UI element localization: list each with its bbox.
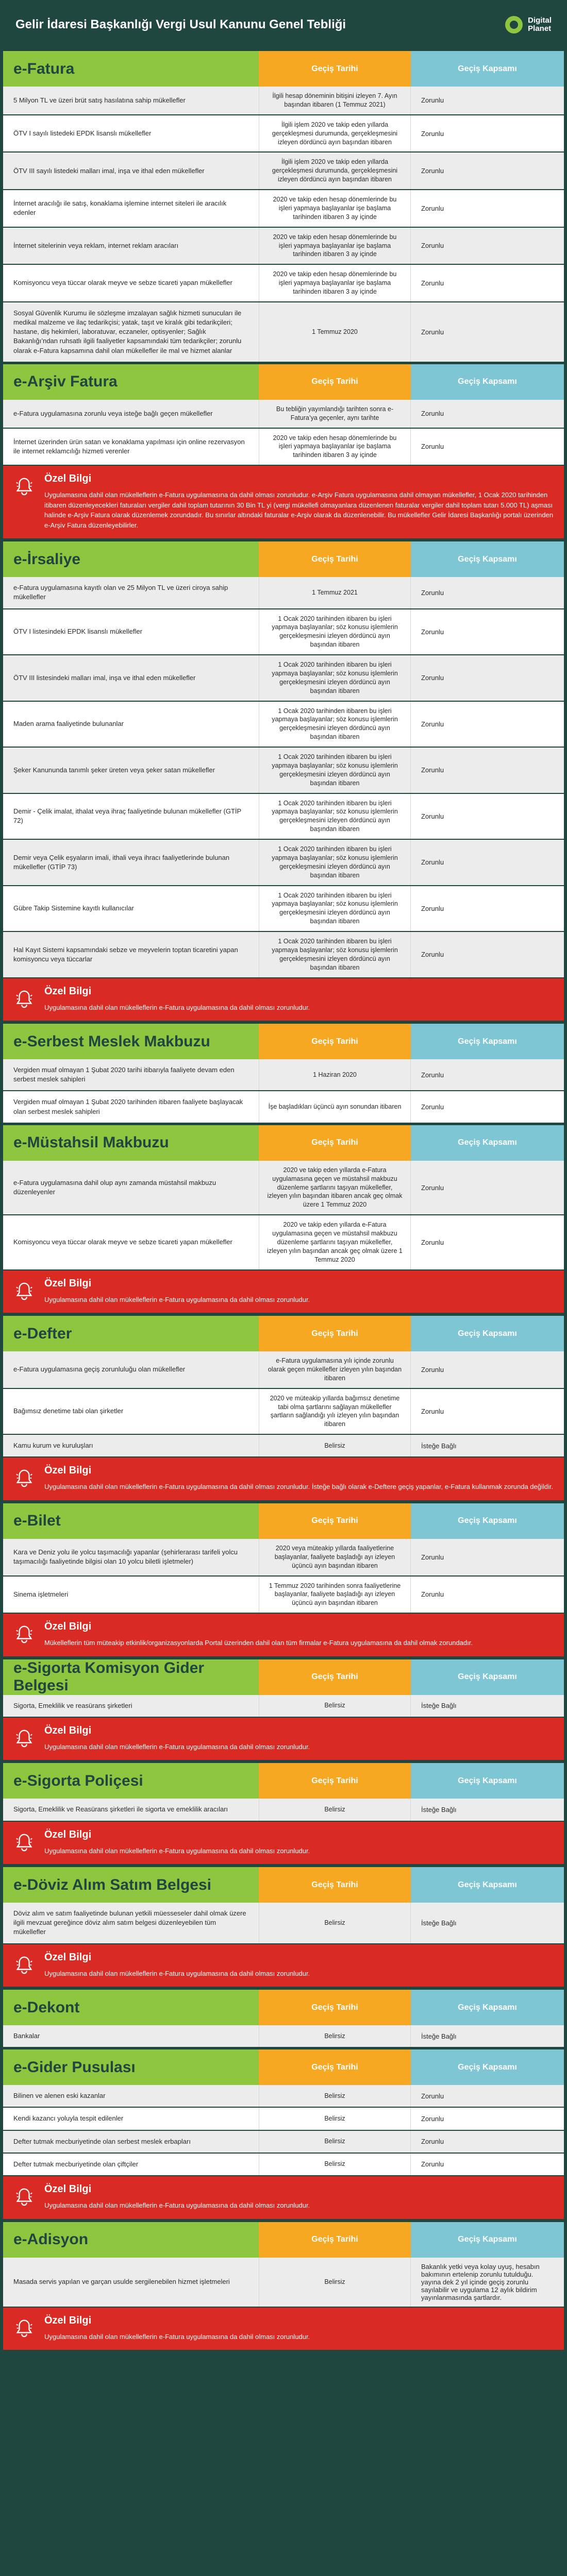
bell-icon [14, 2187, 34, 2207]
section-table [3, 1059, 564, 1124]
scope-cell: Zorunlu [421, 167, 444, 175]
date-cell: Belirsiz [259, 2025, 411, 2047]
date-cell: Belirsiz [259, 2085, 411, 2107]
date-cell: 2020 ve takip eden hesap dönemlerinde bu işleri yapmaya başlayanlar işe başlama tarihinden itibaren 3 ay içinde [259, 265, 411, 301]
note-title: Özel Bilgi [44, 2183, 92, 2195]
section-title: e-Defter [3, 1316, 259, 1351]
description-cell: İnternet üzerinden ürün satan ve konaklama yapılması için online rezervasyon ile internet reklamcılığı hizmeti verenler [13, 437, 245, 455]
table-row [3, 190, 564, 228]
scope-cell: İsteğe Bağlı [421, 1805, 457, 1814]
date-cell: 1 Ocak 2020 tarihinden itibaren bu işleri yapmaya başlayanlar; söz konusu işlemlerin gerçekleşmesini izleyen dördüncü ayın başından itibaren [259, 886, 411, 931]
scope-cell: Zorunlu [421, 1365, 444, 1374]
section-title: e-Arşiv Fatura [3, 364, 259, 400]
note-body: Mükelleflerin tüm müteakip etkinlik/organizasyonlarda Portal üzerinden dahil olan tüm firmalar e-Fatura uygulamasına da dahil olmak zorundadır. [44, 1639, 473, 1647]
description-cell: Şeker Kanununda tanımlı şeker üreten veya şeker satan mükellefler [13, 766, 215, 774]
date-column-header: Geçiş Tarihi [259, 1659, 411, 1695]
table-row [3, 115, 564, 153]
section-table [3, 2258, 564, 2308]
table-row [3, 1059, 564, 1091]
table-row [3, 1091, 564, 1123]
note-title: Özel Bilgi [44, 985, 92, 997]
table-row [3, 840, 564, 886]
scope-cell: Bakanlık yetki veya kolay uyuş, hesabın bakımının ertelenip zorunlu tutulduğu. yayına dek 2 yıl içinde geçiş zorunlu sayılabilir ve uygulama 12 aylık bildirim yayınlanmasında şartlardır. [421, 2262, 540, 2301]
date-cell: İlgili işlem 2020 ve takip eden yıllarda gerçekleşmesi durumunda, gerçekleşmesini izleyen dördüncü ayın başından itibaren [259, 115, 411, 152]
logo [505, 16, 552, 33]
scope-column-header: Geçiş Kapsamı [411, 1503, 564, 1539]
description-cell: Vergiden muaf olmayan 1 Şubat 2020 tarihinden itibaren faaliyete başlayacak olan serbest meslek sahipleri [13, 1098, 243, 1115]
note-body: Uygulamasına dahil olan mükelleflerin e-Fatura uygulamasına da dahil olması zorunludur. [44, 1846, 310, 1855]
section-header [3, 1124, 564, 1161]
table-row [3, 2085, 564, 2108]
description-cell: Bankalar [13, 2032, 40, 2040]
scope-column-header: Geçiş Kapsamı [411, 1867, 564, 1903]
section-title: e-Bilet [3, 1503, 259, 1539]
table-row [3, 2154, 564, 2176]
table-row [3, 1799, 564, 1821]
scope-cell: Zorunlu [421, 812, 444, 820]
scope-cell: Zorunlu [421, 1071, 444, 1079]
scope-column-header: Geçiş Kapsamı [411, 1316, 564, 1351]
bell-icon [14, 1832, 34, 1853]
section-title: e-İrsaliye [3, 541, 259, 577]
description-cell: e-Fatura uygulamasına geçiş zorunluluğu olan mükellefler [13, 1365, 186, 1374]
scope-column-header: Geçiş Kapsamı [411, 2049, 564, 2085]
scope-cell: Zorunlu [421, 588, 444, 597]
scope-cell: Zorunlu [421, 129, 444, 138]
scope-cell: Zorunlu [421, 1407, 444, 1415]
scope-cell: Zorunlu [421, 2138, 444, 2146]
note-body: Uygulamasına dahil olan mükelleflerin e-Fatura uygulamasına da dahil olması zorunludur. [44, 1742, 310, 1751]
description-cell: Kendi kazancı yoluyla tespit edilenler [13, 2114, 124, 2123]
description-cell: İnternet sitelerinin veya reklam, internet reklam aracıları [13, 241, 179, 249]
bell-icon [14, 1955, 34, 1975]
section-table [3, 1799, 564, 1821]
note-title: Özel Bilgi [44, 2314, 92, 2326]
scope-cell: Zorunlu [421, 443, 444, 451]
section-table [3, 2025, 564, 2048]
description-cell: Bilinen ve alenen eski kazanlar [13, 2092, 106, 2100]
date-cell: Belirsiz [259, 1799, 411, 1820]
scope-column-header: Geçiş Kapsamı [411, 541, 564, 577]
table-row [3, 1389, 564, 1435]
table-row [3, 748, 564, 794]
scope-cell: Zorunlu [421, 904, 444, 912]
scope-cell: İsteğe Bağlı [421, 1702, 457, 1710]
scope-cell: Zorunlu [421, 1590, 444, 1599]
note-title: Özel Bilgi [44, 1828, 92, 1840]
bell-icon [14, 1281, 34, 1301]
date-cell: 2020 ve takip eden yıllarda e-Fatura uygulamasına geçen ve müstahsil makbuzu düzenleme şartlarını taşıyan mükellefler, izleyen yılın başından ancak geç olmak üzere 1 Temmuz 2020 [259, 1215, 411, 1269]
section-table [3, 2085, 564, 2176]
description-cell: 5 Milyon TL ve üzeri brüt satış hasılatına sahip mükellefler [13, 96, 186, 104]
date-cell: İşe başladıkları üçüncü ayın sonundan itibaren [259, 1091, 411, 1122]
scope-column-header: Geçiş Kapsamı [411, 1990, 564, 2025]
note-title: Özel Bilgi [44, 1951, 92, 1963]
date-column-header: Geçiş Tarihi [259, 2222, 411, 2258]
scope-cell: Zorunlu [421, 279, 444, 287]
section-title: e-Adisyon [3, 2222, 259, 2258]
scope-column-header: Geçiş Kapsamı [411, 2222, 564, 2258]
description-cell: Hal Kayıt Sistemi kapsamındaki sebze ve meyvelerin toptan ticaretini yapan komisyoncu veya tüccarlar [13, 945, 238, 963]
date-cell: 1 Temmuz 2020 tarihinden sonra faaliyetlerine başlayanlar, faaliyete başladığı ayı izleyen üçüncü ayın başından itibaren [259, 1577, 411, 1613]
note-body: Uygulamasına dahil olan mükelleflerin e-Fatura uygulamasına da dahil olması zorunludur. [44, 2201, 310, 2209]
scope-column-header: Geçiş Kapsamı [411, 364, 564, 400]
description-cell: ÖTV III listesindeki malları imal, inşa ve ithal eden mükellefler [13, 673, 196, 682]
description-cell: İnternet aracılığı ile satış, konaklama işlemine internet siteleri ile aracılık edenler [13, 199, 227, 217]
date-cell: 1 Ocak 2020 tarihinden itibaren bu işleri yapmaya başlayanlar; söz konusu işlemlerin gerçekleşmesini izleyen dördüncü ayın başından itibaren [259, 794, 411, 839]
description-cell: Sosyal Güvenlik Kurumu ile sözleşme imzalayan sağlık hizmeti sunucuları ile medikal malzeme ve ilaç tedarikçisi; yatak, taşıt ve kiralık gibi tedarikçileri; hastane, diş hekimleri, laboratuvar, eczaneler, optisyenler; Sağlık Bakanlığı’ndan ruhsatlı ilgili faaliyetler kapsamındaki tüm tedarikçiler; zorunlu olarak e-Fatura kapsamına dahil olan mükellefler ile mal ve hizmet alanlar [13, 309, 242, 354]
section-header [3, 1314, 564, 1351]
section-title: e-Fatura [3, 51, 259, 87]
section-table [3, 87, 564, 363]
description-cell: ÖTV I sayılı listedeki EPDK lisanslı mükellefler [13, 129, 152, 137]
scope-cell: Zorunlu [421, 1238, 444, 1246]
section-table [3, 577, 564, 978]
section-table [3, 1695, 564, 1718]
section-title: e-Sigorta Poliçesi [3, 1763, 259, 1799]
description-cell: Defter tutmak mecburiyetinde olan çiftçiler [13, 2160, 139, 2168]
table-row [3, 400, 564, 429]
table-row [3, 2025, 564, 2048]
date-column-header: Geçiş Tarihi [259, 1125, 411, 1161]
scope-cell: Zorunlu [421, 766, 444, 774]
description-cell: Vergiden muaf olmayan 1 Şubat 2020 tarihi itibarıyla faaliyete devam eden serbest meslek sahipleri [13, 1066, 235, 1083]
date-cell: Bu tebliğin yayımlandığı tarihten sonra e-Fatura’ya geçenler, aynı tarihte [259, 400, 411, 428]
table-row [3, 152, 564, 190]
table-row [3, 1577, 564, 1614]
table-row [3, 228, 564, 265]
section-table [3, 400, 564, 466]
description-cell: ÖTV I listesindeki EPDK lisanslı mükellefler [13, 628, 142, 636]
special-info-note [3, 466, 564, 540]
table-row [3, 655, 564, 702]
table-row [3, 2131, 564, 2154]
scope-cell: Zorunlu [421, 951, 444, 959]
date-cell: 1 Temmuz 2020 [259, 302, 411, 362]
scope-cell: İsteğe Bağlı [421, 2032, 457, 2040]
bell-icon [14, 476, 34, 497]
description-cell: Döviz alım ve satım faaliyetinde bulunan yetkili müesseseler dahil olmak üzere ilgili mevzuat gereğince döviz alım satım belgesi düzenleyebilen tüm mükellefler [13, 1909, 246, 1936]
scope-cell: İsteğe Bağlı [421, 1442, 457, 1450]
date-cell: İlgili hesap döneminin bitişini izleyen 7. Ayın başından itibaren (1 Temmuz 2021) [259, 87, 411, 114]
special-info-note [3, 2176, 564, 2221]
section-header [3, 49, 564, 87]
note-title: Özel Bilgi [44, 1465, 92, 1477]
table-row [3, 429, 564, 466]
description-cell: Demir - Çelik imalat, ithalat veya ihraç faaliyetinde bulunan mükellefler (GTİP 72) [13, 807, 241, 825]
table-row [3, 702, 564, 748]
date-cell: 1 Ocak 2020 tarihinden itibaren bu işleri yapmaya başlayanlar; söz konusu işlemlerin gerçekleşmesini izleyen dördüncü ayın başından itibaren [259, 932, 411, 977]
table-row [3, 1539, 564, 1577]
table-row [3, 794, 564, 840]
scope-cell: Zorunlu [421, 628, 444, 636]
date-cell: 1 Ocak 2020 tarihinden itibaren bu işleri yapmaya başlayanlar; söz konusu işlemlerin gerçekleşmesini izleyen dördüncü ayın başından itibaren [259, 609, 411, 655]
content [3, 49, 564, 2351]
section-header [3, 1761, 564, 1799]
special-info-note [3, 1822, 564, 1866]
date-column-header: Geçiş Tarihi [259, 541, 411, 577]
description-cell: Gübre Takip Sistemine kayıtlı kullanıcılar [13, 904, 134, 912]
scope-cell: Zorunlu [421, 720, 444, 728]
section-table [3, 1161, 564, 1270]
date-cell: 2020 ve takip eden yıllarda e-Fatura uygulamasına geçen ve müstahsil makbuzu düzenleme şartlarını taşıyan mükellefler, izleyen yılın başından itibaren ancak geç olmak üzere 1 Temmuz 2020 [259, 1161, 411, 1214]
page-title: Gelir İdaresi Başkanlığı Vergi Usul Kanunu Genel Tebliği [15, 18, 346, 31]
section-header [3, 363, 564, 400]
date-cell: 2020 veya müteakip yıllarda faaliyetlerine başlayanlar, faaliyete başladığı ayı izleyen üçüncü ayın başından itibaren [259, 1539, 411, 1575]
table-row [3, 577, 564, 609]
description-cell: Sigorta, Emeklilik ve reasürans şirketleri [13, 1701, 132, 1709]
date-cell: Belirsiz [259, 1695, 411, 1717]
section-header [3, 1502, 564, 1539]
note-body: Uygulamasına dahil olan mükelleflerin e-Fatura uygulamasına da dahil olması zorunludur. e-Arşiv Fatura uygulamasına dahil olmayan mükellefler, 1 Ocak 2020 tarihinden itibaren düzenleyecekleri faturaları vergiler dahil toplam tutarının 30 Bin TL yi (vergi mükellefi olmayanlara düzenlenen faturalar vergiler dahil toplam tutarı 5.000 TL) aşması halinde e-Arşiv Fatura olarak düzenlemek zorundadır. Bu sınırlar altındaki faturalar e-Arşiv olarak da düzenlenebilir. Bu mükellefler Gelir İdaresi Başkanlığı portalı üzerinden e-Arşiv Fatura düzenleyebilirler. [44, 491, 554, 529]
table-row [3, 1161, 564, 1215]
scope-column-header: Geçiş Kapsamı [411, 51, 564, 87]
note-body: Uygulamasına dahil olan mükelleflerin e-Fatura uygulamasına da dahil olması zorunludur. [44, 1003, 310, 1011]
table-row [3, 2258, 564, 2308]
scope-cell: Zorunlu [421, 242, 444, 250]
bell-icon [14, 2318, 34, 2338]
description-cell: Sigorta, Emeklilik ve Reasürans şirketleri ile sigorta ve emeklilik aracıları [13, 1805, 228, 1814]
date-column-header: Geçiş Tarihi [259, 2049, 411, 2085]
date-cell: 1 Haziran 2020 [259, 1059, 411, 1090]
section-title: e-Gider Pusulası [3, 2049, 259, 2085]
date-column-header: Geçiş Tarihi [259, 1990, 411, 2025]
table-row [3, 886, 564, 933]
special-info-note [3, 978, 564, 1023]
section-table [3, 1539, 564, 1614]
logo-text-2: Planet [528, 24, 552, 33]
date-column-header: Geçiş Tarihi [259, 51, 411, 87]
date-cell: 2020 ve takip eden hesap dönemlerinde bu işleri yapmaya başlayanlar işe başlama tarihinden itibaren 3 ay içinde [259, 190, 411, 227]
section-title: e-Müstahsil Makbuzu [3, 1125, 259, 1161]
date-cell: 1 Ocak 2020 tarihinden itibaren bu işleri yapmaya başlayanlar; söz konusu işlemlerin gerçekleşmesini izleyen dördüncü ayın başından itibaren [259, 655, 411, 701]
section-header [3, 2221, 564, 2258]
section-table [3, 1903, 564, 1944]
note-title: Özel Bilgi [44, 1621, 92, 1633]
table-row [3, 87, 564, 115]
date-cell: 2020 ve takip eden hesap dönemlerinde bu işleri yapmaya başlayanlar işe başlama tarihinden itibaren 3 ay içinde [259, 429, 411, 465]
date-cell: 1 Ocak 2020 tarihinden itibaren bu işleri yapmaya başlayanlar; söz konusu işlemlerin gerçekleşmesini izleyen dördüncü ayın başından itibaren [259, 840, 411, 885]
description-cell: Maden arama faaliyetinde bulunanlar [13, 720, 124, 728]
date-cell: Belirsiz [259, 2108, 411, 2129]
table-row [3, 609, 564, 656]
description-cell: Kamu kurum ve kuruluşları [13, 1442, 93, 1450]
description-cell: Masada servis yapılan ve garçan usulde sergilenebilen hizmet işletmeleri [13, 2277, 230, 2285]
table-row [3, 302, 564, 363]
page-header [0, 0, 567, 49]
note-body: Uygulamasına dahil olan mükelleflerin e-Fatura uygulamasına da dahil olması zorunludur. [44, 1295, 310, 1303]
note-title: Özel Bilgi [44, 1724, 92, 1736]
table-row [3, 1215, 564, 1270]
scope-cell: Zorunlu [421, 2092, 444, 2100]
special-info-note [3, 1614, 564, 1658]
section-title: e-Serbest Meslek Makbuzu [3, 1024, 259, 1059]
description-cell: e-Fatura uygulamasına dahil olup aynı zamanda müstahsil makbuzu düzenleyenler [13, 1178, 216, 1196]
scope-cell: Zorunlu [421, 858, 444, 867]
description-cell: Kara ve Deniz yolu ile yolcu taşımacılığı yapanlar (şehirlerarası tarifeli yolcu taşımacılığı faaliyetinde bilgisi olan 10 yolcu biletli işletmeler) [13, 1548, 238, 1566]
scope-cell: Zorunlu [421, 96, 444, 105]
scope-column-header: Geçiş Kapsamı [411, 1659, 564, 1695]
date-cell: 2020 ve takip eden hesap dönemlerinde bu işleri yapmaya başlayanlar işe başlama tarihinden itibaren 3 ay içinde [259, 228, 411, 264]
bell-icon [14, 1624, 34, 1645]
special-info-note [3, 2308, 564, 2352]
description-cell: e-Fatura uygulamasına zorunlu veya isteğe bağlı geçen mükellefler [13, 409, 213, 417]
date-column-header: Geçiş Tarihi [259, 364, 411, 400]
date-column-header: Geçiş Tarihi [259, 1024, 411, 1059]
table-row [3, 932, 564, 978]
table-row [3, 265, 564, 302]
scope-cell: Zorunlu [421, 328, 444, 336]
date-cell: 2020 ve müteakip yıllarda bağımsız denetime tabi olma şartlarını sağlayan mükellefler şartların sağlandığı yılı izleyen yılın başından itibaren [259, 1389, 411, 1434]
date-cell: İlgili işlem 2020 ve takip eden yıllarda gerçekleşmesi durumunda, gerçekleşmesini izleyen dördüncü ayın başından itibaren [259, 152, 411, 189]
section-header [3, 1658, 564, 1695]
scope-cell: Zorunlu [421, 1553, 444, 1561]
date-cell: Belirsiz [259, 1903, 411, 1943]
bell-icon [14, 1728, 34, 1749]
table-row [3, 1351, 564, 1389]
logo-icon [505, 16, 523, 33]
scope-column-header: Geçiş Kapsamı [411, 1125, 564, 1161]
description-cell: Komisyoncu veya tüccar olarak meyve ve sebze ticareti yapan mükellefler [13, 1238, 232, 1246]
date-cell: Belirsiz [259, 2131, 411, 2153]
section-header [3, 1022, 564, 1059]
section-title: e-Dekont [3, 1990, 259, 2025]
description-cell: Demir veya Çelik eşyaların imali, ithali veya ihracı faaliyetlerinde bulunan mükellefler (GTİP 73) [13, 853, 230, 871]
scope-cell: İsteğe Bağlı [421, 1919, 457, 1927]
description-cell: Komisyoncu veya tüccar olarak meyve ve sebze ticareti yapan mükellefler [13, 279, 232, 287]
special-info-note [3, 1718, 564, 1762]
description-cell: Defter tutmak mecburiyetinde olan serbest meslek erbapları [13, 2137, 191, 2145]
section-header [3, 1988, 564, 2025]
date-cell: Belirsiz [259, 2154, 411, 2175]
note-title: Özel Bilgi [44, 473, 92, 485]
scope-cell: Zorunlu [421, 1183, 444, 1192]
section-title: e-Döviz Alım Satım Belgesi [3, 1867, 259, 1903]
date-column-header: Geçiş Tarihi [259, 1503, 411, 1539]
date-cell: Belirsiz [259, 2258, 411, 2307]
special-info-note [3, 1270, 564, 1315]
note-body: Uygulamasına dahil olan mükelleflerin e-Fatura uygulamasına da dahil olması zorunludur. İsteğe bağlı olarak e-Deftere geçiş yapanlar, e-Fatura kullanmak zorunda değildir. [44, 1483, 554, 1491]
date-column-header: Geçiş Tarihi [259, 1763, 411, 1799]
scope-column-header: Geçiş Kapsamı [411, 1763, 564, 1799]
scope-cell: Zorunlu [421, 2160, 444, 2168]
note-body: Uygulamasına dahil olan mükelleflerin e-Fatura uygulamasına da dahil olması zorunludur. [44, 1969, 310, 1977]
description-cell: Bağımsız denetime tabi olan şirketler [13, 1407, 124, 1415]
bell-icon [14, 1468, 34, 1488]
section-header [3, 1866, 564, 1903]
date-cell: e-Fatura uygulamasına yılı içinde zorunlu olarak geçen mükellefler izleyen yılın başından itibaren [259, 1351, 411, 1388]
table-row [3, 1695, 564, 1718]
bell-icon [14, 989, 34, 1009]
table-row [3, 2108, 564, 2130]
description-cell: Sinema işletmeleri [13, 1590, 69, 1598]
description-cell: ÖTV III sayılı listedeki malları imal, inşa ve ithal eden mükellefler [13, 166, 205, 175]
section-title: e-Sigorta Komisyon Gider Belgesi [3, 1659, 259, 1695]
scope-cell: Zorunlu [421, 674, 444, 682]
date-column-header: Geçiş Tarihi [259, 1316, 411, 1351]
section-table [3, 1351, 564, 1458]
table-row [3, 1903, 564, 1944]
scope-cell: Zorunlu [421, 410, 444, 418]
scope-cell: Zorunlu [421, 204, 444, 212]
table-row [3, 1435, 564, 1458]
date-cell: 1 Temmuz 2021 [259, 577, 411, 608]
date-cell: Belirsiz [259, 1435, 411, 1456]
scope-column-header: Geçiş Kapsamı [411, 1024, 564, 1059]
note-title: Özel Bilgi [44, 1277, 92, 1289]
date-cell: 1 Ocak 2020 tarihinden itibaren bu işleri yapmaya başlayanlar; söz konusu işlemlerin gerçekleşmesini izleyen dördüncü ayın başından itibaren [259, 748, 411, 793]
date-column-header: Geçiş Tarihi [259, 1867, 411, 1903]
section-header [3, 540, 564, 577]
section-header [3, 2048, 564, 2085]
special-info-note [3, 1458, 564, 1502]
logo-text-1: Digital [528, 16, 552, 25]
date-cell: 1 Ocak 2020 tarihinden itibaren bu işleri yapmaya başlayanlar; söz konusu işlemlerin gerçekleşmesini izleyen dördüncü ayın başından itibaren [259, 702, 411, 747]
description-cell: e-Fatura uygulamasına kayıtlı olan ve 25 Milyon TL ve üzeri ciroya sahip mükellefler [13, 584, 228, 601]
note-body: Uygulamasına dahil olan mükelleflerin e-Fatura uygulamasına da dahil olması zorunludur. [44, 2332, 310, 2341]
scope-cell: Zorunlu [421, 2115, 444, 2123]
scope-cell: Zorunlu [421, 1103, 444, 1111]
special-info-note [3, 1944, 564, 1989]
